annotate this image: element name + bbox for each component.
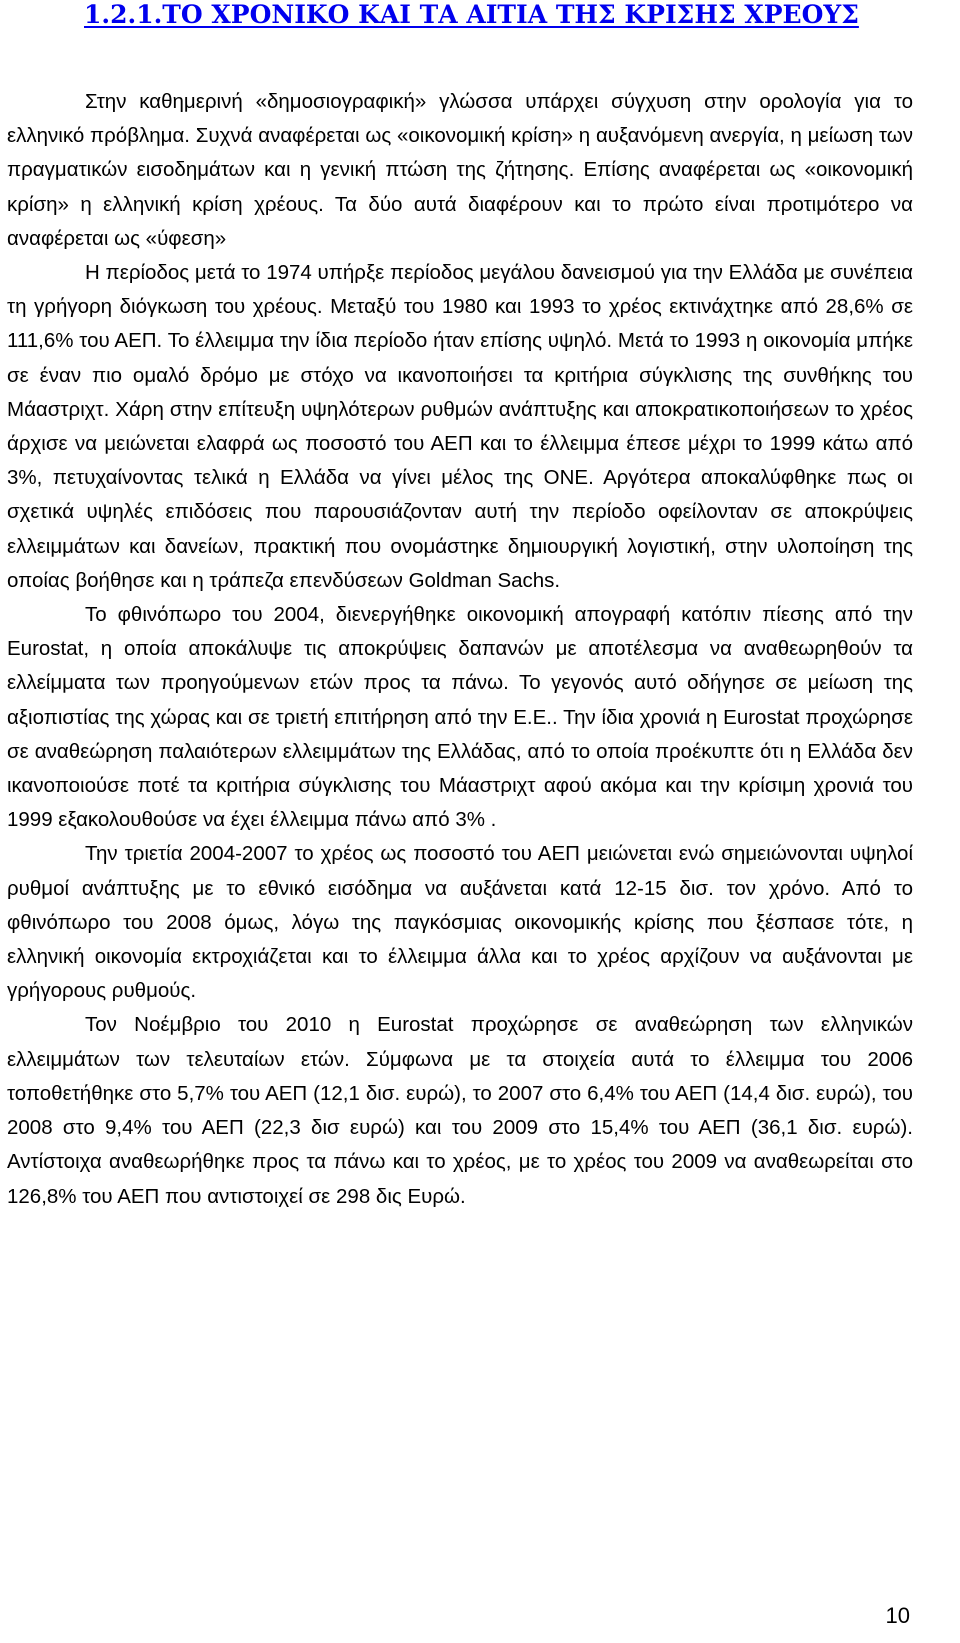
paragraph-3-text: Το φθινόπωρο του 2004, διενεργήθηκε οικονομική απογραφή κατόπιν πίεσης από την Eurostat, η οποία αποκάλυψε τις αποκρύψεις δαπανών με αποτέλεσμα να αναθεωρηθούν τα ελλείμματα των προηγούμενων ετών προς τα πάνω. Το γεγονός αυτό οδήγησε σε μείωση της αξιοπιστίας της χώρας και σε τριετή επιτήρηση από την Ε.Ε.. Την ίδια χρονιά η Eurostat προχώρησε σε αναθεώρηση παλαιότερων ελλειμμάτων της Ελλάδας, από το οποία προέκυπτε ότι η Ελλάδα δεν ικανοποιούσε ποτέ τα κριτήρια σύγκλισης του Μάαστριχτ αφού ακόμα και την κρίσιμη χρονιά του 1999 εξακολουθούσε να έχει έλλειμμα πάνω από 3% . xyxy=(7,603,913,832)
body-text xyxy=(7,85,913,1214)
page-number: 10 xyxy=(885,1603,910,1628)
paragraph-2 xyxy=(7,256,913,598)
paragraph-1 xyxy=(7,85,913,256)
paragraph-4 xyxy=(7,837,913,1008)
paragraph-5 xyxy=(7,1008,913,1213)
paragraph-4-text: Την τριετία 2004-2007 το χρέος ως ποσοστό του ΑΕΠ μειώνεται ενώ σημειώνονται υψηλοί ρυθμοί ανάπτυξης με το εθνικό εισόδημα να αυξάνεται κατά 12-15 δισ. τον χρόνο. Από το φθινόπωρο του 2008 όμως, λόγω της παγκόσμιας οικονομικής κρίσης που ξέσπασε τότε, η ελληνική οικονομία εκτροχιάζεται και το έλλειμμα άλλα και το χρέος αρχίζουν να αυξάνονται με γρήγορους ρυθμούς. xyxy=(7,842,913,1003)
section-heading: 1.2.1.ΤΟ ΧΡΟΝΙΚΟ ΚΑΙ ΤΑ ΑΙΤΙΑ ΤΗΣ ΚΡΙΣΗΣ ΧΡΕΟΥΣ xyxy=(84,0,859,29)
paragraph-5-text: Τον Νοέμβριο του 2010 η Eurostat προχώρησε σε αναθεώρηση των ελληνικών ελλειμμάτων των τελευταίων ετών. Σύμφωνα με τα στοιχεία αυτά το έλλειμμα του 2006 τοποθετήθηκε στο 5,7% του ΑΕΠ (12,1 δισ. ευρώ), το 2007 στο 6,4% του ΑΕΠ (14,4 δισ. ευρώ), του 2008 στο 9,4% του ΑΕΠ (22,3 δισ ευρώ) και του 2009 στο 15,4% του ΑΕΠ (36,1 δισ. ευρώ). Αντίστοιχα αναθεωρήθηκε προς τα πάνω και το χρέος, με το χρέος του 2009 να αναθεωρείται στο 126,8% του ΑΕΠ που αντιστοιχεί σε 298 δις Ευρώ. xyxy=(7,1013,913,1208)
paragraph-2-text: Η περίοδος μετά το 1974 υπήρξε περίοδος μεγάλου δανεισμού για την Ελλάδα με συνέπεια τη γρήγορη διόγκωση του χρέους. Μεταξύ του 1980 και 1993 το χρέος εκτινάχτηκε από 28,6% σε 111,6% του ΑΕΠ. Το έλλειμμα την ίδια περίοδο ήταν επίσης υψηλό. Μετά το 1993 η οικονομία μπήκε σε έναν πιο ομαλό δρόμο με στόχο να ικανοποιήσει τα κριτήρια σύγκλισης της συνθήκης του Μάαστριχτ. Χάρη στην επίτευξη υψηλότερων ρυθμών ανάπτυξης και αποκρατικοποιήσεων το χρέος άρχισε να μειώνεται ελαφρά ως ποσοστό του ΑΕΠ και το έλλειμμα έπεσε μέχρι το 1999 κάτω από 3%, πετυχαίνοντας τελικά η Ελλάδα να γίνει μέλος της ΟΝΕ. Αργότερα αποκαλύφθηκε πως οι σχετικά υψηλές επιδόσεις που παρουσιάζονταν αυτή την περίοδο οφείλονταν σε αποκρύψεις ελλειμμάτων και δανείων, πρακτική που ονομάστηκε δημιουργική λογιστική, στην υλοποίηση της οποίας βοήθησε και η τράπεζα επενδύσεων Goldman Sachs. xyxy=(7,261,913,592)
paragraph-1-text: Στην καθημερινή «δημοσιογραφική» γλώσσα υπάρχει σύγχυση στην ορολογία για το ελληνικό πρόβλημα. Συχνά αναφέρεται ως «οικονομική κρίση» η αυξανόμενη ανεργία, η μείωση των πραγματικών εισοδημάτων και η γενική πτώση της ζήτησης. Επίσης αναφέρεται ως «οικονομική κρίση» η ελληνική κρίση χρέους. Τα δύο αυτά διαφέρουν και το πρώτο είναι προτιμότερο να αναφέρεται ως «ύφεση» xyxy=(7,90,913,250)
paragraph-3 xyxy=(7,598,913,837)
